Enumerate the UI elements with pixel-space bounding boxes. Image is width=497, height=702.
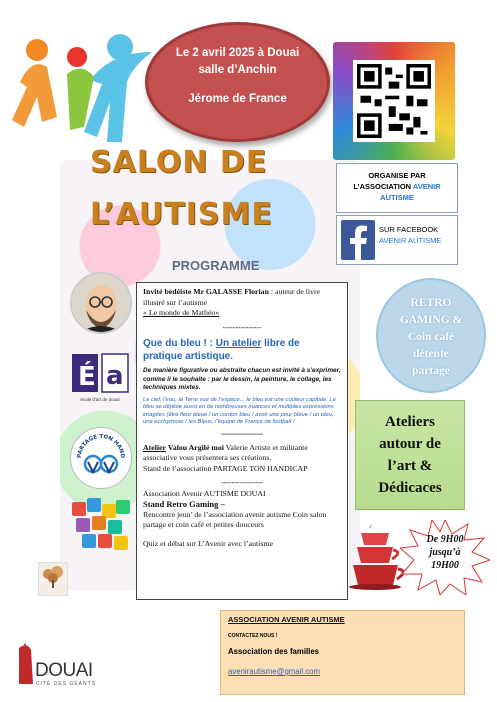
event-venue: salle d’Anchin: [198, 64, 277, 76]
qr-code[interactable]: [353, 60, 435, 142]
guest-description: : auteur de livre illustré sur l’autisme: [143, 287, 321, 307]
opening-hours: [400, 533, 490, 572]
partage-handicap-logo: [70, 427, 132, 489]
separator-3: ----------------: [221, 478, 263, 487]
douai-name: DOUAI: [35, 660, 93, 681]
retro-line-2: GAMING &: [399, 314, 463, 326]
retro-line-5: partage: [412, 365, 450, 377]
guest-name: Invité bédéiste Mr GALASSE Florian: [143, 287, 269, 296]
atelier-small-text: [143, 397, 341, 427]
event-date-oval: [145, 22, 330, 142]
contact-families: Association des familles: [228, 647, 319, 656]
book-title: « Le monde de Mathéo»: [143, 308, 220, 317]
contact-title: ASSOCIATION AVENIR AUTISME: [228, 615, 345, 624]
handicap-caption: PARTAGE TON HAND: [76, 433, 126, 459]
separator-2: ---------------------: [221, 431, 263, 438]
valou-paragraph: [143, 443, 341, 475]
ateliers-line-1: Ateliers: [385, 414, 435, 430]
svg-text:PARTAGE TON HANDICAP: [71, 428, 125, 459]
retro-gaming-oval: [376, 278, 486, 393]
puzzle-pieces-icon: [70, 496, 132, 556]
ateliers-line-3: l’art &: [387, 458, 433, 474]
svg-text:a: a: [106, 361, 124, 391]
organiser-line: L’ASSOCIATION: [353, 182, 412, 191]
atelier-link[interactable]: Un atelier: [215, 338, 262, 349]
valou-text: Valerie Artiste et militante associative vous présentera ses créations.: [143, 442, 308, 462]
retro-stand-title: Stand Retro Gaming –: [143, 499, 225, 509]
atelier-que-du-bleu-title: [143, 337, 341, 363]
hours-line-2: jusqu’à: [429, 547, 461, 558]
programme-content: [136, 282, 348, 600]
organiser-name-1: AVENIR: [412, 182, 441, 191]
programme-heading: PROGRAMME: [172, 258, 260, 273]
facebook-page-name[interactable]: AVENIR AUTISME: [379, 236, 442, 245]
svg-text:É: É: [78, 362, 96, 392]
douai-subtitle: CITÉ DES GÉANTS: [36, 681, 97, 687]
title-line-2: L’AUTISME: [90, 197, 273, 232]
hours-line-1: De 9H00: [426, 534, 464, 545]
stand-handicap: Stand de l’association PARTAGE TON HANDICAP: [143, 463, 308, 473]
event-host: Jérome de France: [188, 93, 287, 105]
atelier-suffix: libre de pratique artistique.: [143, 338, 300, 362]
atelier-description: De manière figurative ou abstraite chacun est invité à s’exprimer, comme il le souhaite : par le dessin, la peinture, le collage, les techniques mixtes.: [143, 367, 341, 391]
ecole-art-douai-logo: [70, 352, 130, 408]
qr-code-icon: [357, 64, 431, 138]
small-tree-logo: [38, 562, 68, 596]
guest-paragraph: [143, 287, 341, 319]
ateliers-line-2: autour de: [379, 436, 441, 452]
organiser-label: ORGANISE PAR: [368, 171, 426, 180]
organiser-name-2: AUTISME: [380, 193, 414, 202]
ecole-art-caption: école d’art de douai: [80, 397, 120, 402]
qr-code-frame: [333, 42, 455, 160]
valou-name: Valou Argilé moi: [167, 442, 224, 452]
facebook-icon: [341, 220, 375, 260]
facebook-label: SUR FACEBOOK: [379, 225, 439, 234]
atelier-prefix: Que du bleu ! :: [143, 338, 213, 349]
event-date: Le 2 avril 2025 à Douai: [175, 47, 300, 59]
author-avatar: [70, 272, 132, 334]
contact-box: [220, 610, 465, 695]
facebook-box[interactable]: [336, 215, 458, 265]
quiz-line: Quiz et débat sur L’Avenir avec l’autisme: [143, 538, 273, 548]
retro-line-1: RETRO: [410, 297, 452, 309]
separator-1: ---------------: [222, 322, 262, 332]
valou-prefix: Atelier: [143, 442, 166, 452]
title-line-1: SALON DE: [90, 145, 268, 180]
atelier-small-body: Le ciel, l’eau, la Terre vue de l’espace... le bleu est une couleur capitale. Le bleu se déploie aussi en de nombreuses nuances et multiples expressions imagées (être fleur bleue / un cordon bleu / avoir une peur bleue / un bleu, une ecchymose / les Bleus, l’équipe de France de football /: [143, 396, 336, 425]
contact-email-link[interactable]: avenirautisme@gmail.com: [228, 667, 320, 676]
association-line: Association Avenir AUTISME DOUAI: [143, 488, 266, 498]
organiser-box: [336, 163, 458, 213]
hours-line-3: 19H00: [431, 560, 459, 571]
contact-label: CONTACTEZ NOUS !: [228, 633, 278, 639]
retro-line-4: détente: [413, 348, 449, 360]
retro-line-3: Coin café: [407, 331, 455, 343]
children-logo-icon: [12, 22, 162, 147]
retro-stand-text: Rencontre jeun’ de l’association avenir autisme Coin salon partage et coin café et petites douceurs: [143, 509, 327, 529]
ateliers-box: [355, 400, 465, 510]
ateliers-line-4: Dédicaces: [378, 480, 442, 496]
